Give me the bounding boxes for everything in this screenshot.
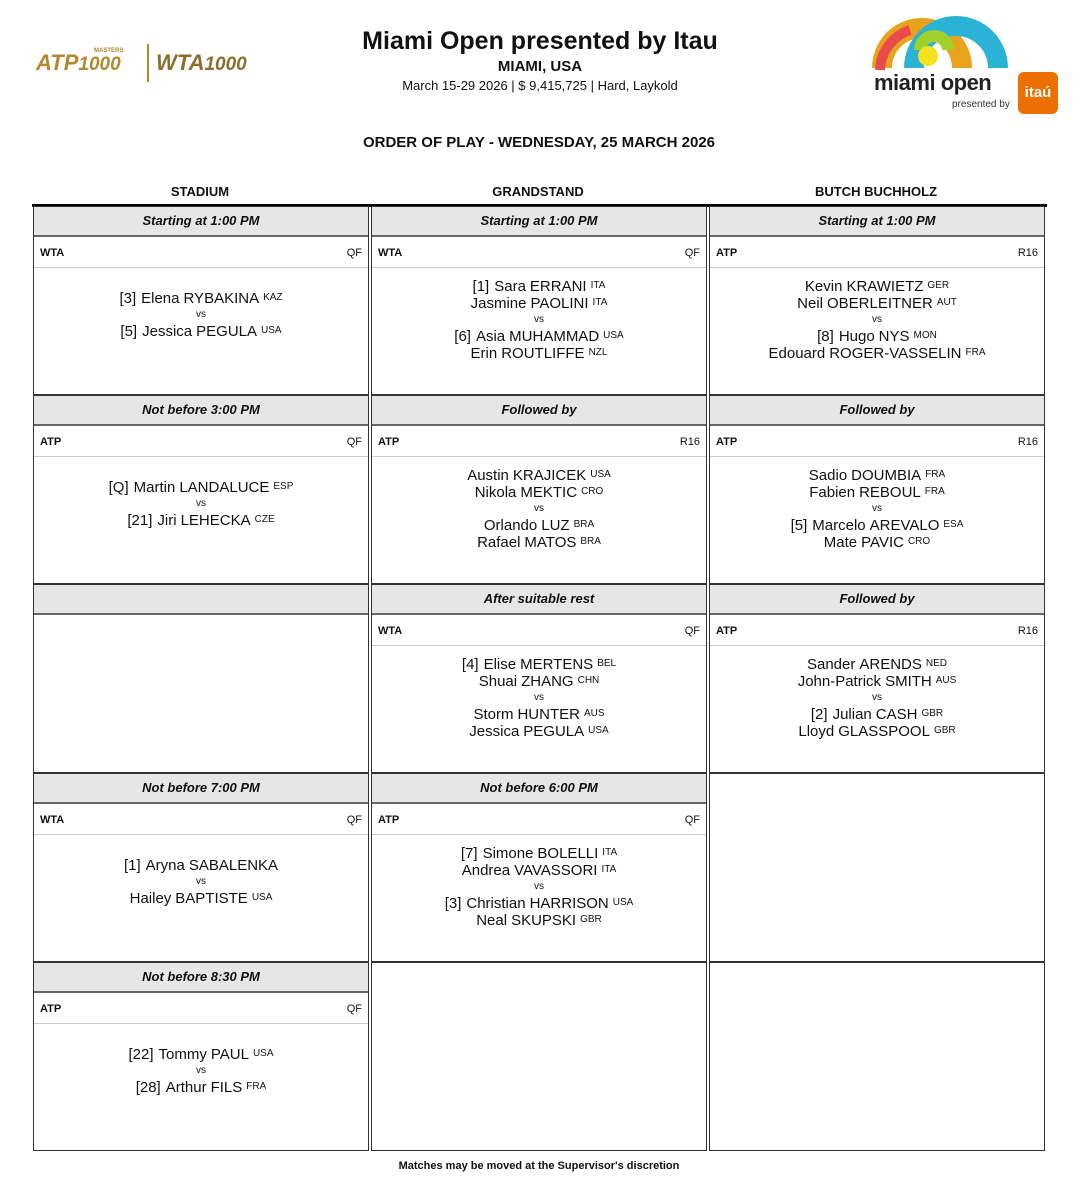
match-cell [709,395,1045,584]
player [710,345,1044,362]
round-label: R16 [1017,247,1038,259]
round-label: QF [684,625,700,637]
match [372,656,706,740]
player-nationality: NED [925,658,947,669]
player-last-name: ROGER-VASSELIN [829,345,962,362]
player-last-name: LANDALUCE [179,479,270,496]
round-label: R16 [679,436,700,448]
player-nationality: AUS [935,675,957,686]
match [710,278,1044,362]
slot-time: Starting at 1:00 PM [710,207,1044,237]
match [372,278,706,362]
player-nationality: ITA [601,864,617,875]
player-seed: [1] [472,278,490,295]
player-last-name: MATOS [524,534,577,551]
player-seed: [5] [790,517,808,534]
player [710,328,1044,345]
player-last-name: MERTENS [520,656,594,673]
player-nationality: ITA [602,847,618,858]
tour-label: WTA [40,814,65,826]
match [710,467,1044,551]
player [34,857,368,874]
player [372,723,706,740]
player-nationality: CRO [581,486,604,497]
match [34,857,368,907]
player-nationality: GER [927,280,950,291]
player-seed: [1] [123,857,141,874]
vs-label: vs [196,309,206,320]
round-label: QF [346,436,362,448]
match-cell [33,584,369,773]
player-nationality: GBR [933,725,956,736]
player-nationality: USA [612,897,634,908]
player-first-name: Lloyd [798,723,835,740]
player-first-name: Austin [467,467,509,484]
player [34,1046,368,1063]
player-first-name: Fabien [809,484,856,501]
player-nationality: BRA [580,536,601,547]
player-last-name: PAUL [210,1046,249,1063]
player [34,890,368,907]
player-last-name: ROUTLIFFE [501,345,585,362]
player-first-name: Jessica [469,723,520,740]
player-first-name: Arthur [165,1079,207,1096]
tour-label: ATP [378,436,400,448]
slot-time: Not before 8:30 PM [34,963,368,993]
slot-time: Not before 6:00 PM [372,774,706,804]
round-label: QF [684,814,700,826]
player-seed: [5] [120,323,138,340]
header [0,0,1080,151]
player-first-name: Orlando [483,517,538,534]
player-nationality: USA [251,892,273,903]
tour-round-row [372,615,706,646]
player [710,278,1044,295]
player-first-name: Asia [475,328,506,345]
player-first-name: Simone [482,845,534,862]
player-last-name: PEGULA [196,323,257,340]
player-first-name: Martin [133,479,176,496]
player [710,484,1044,501]
player-seed: [4] [461,656,479,673]
vs-label: vs [196,498,206,509]
slot-time: Followed by [372,396,706,426]
tour-round-row [372,804,706,835]
slot-time [34,585,368,615]
player-seed: [28] [135,1079,161,1096]
player-nationality: USA [588,725,609,736]
slot-time: Starting at 1:00 PM [34,207,368,237]
vs-label: vs [534,692,544,703]
player-nationality: ESA [943,519,964,530]
player-nationality: CZE [254,514,275,525]
round-label: QF [346,814,362,826]
player-first-name: Sara [494,278,526,295]
court-headers [32,182,1047,207]
footer-note: Matches may be moved at the Supervisor's discretion [398,1160,680,1172]
player [372,895,706,912]
tour-round-row [710,615,1044,646]
match-cell [709,584,1045,773]
player-nationality: FRA [925,469,946,480]
player-seed: [21] [127,512,153,529]
vs-label: vs [872,503,882,514]
player [372,328,706,345]
tour-label: WTA [378,625,403,637]
vs-label: vs [872,314,882,325]
player-last-name: VAVASSORI [514,862,598,879]
match-cell [33,395,369,584]
player-last-name: PAVIC [861,534,904,551]
player-last-name: OBERLEITNER [826,295,933,312]
player-last-name: PEGULA [523,723,585,740]
player-last-name: ERRANI [529,278,587,295]
player-nationality: FRA [965,347,986,358]
player-nationality: CRO [907,536,931,547]
presented-by-text: presented by [952,99,1010,110]
vs-label: vs [534,881,544,892]
slot-time: Followed by [710,396,1044,426]
player-last-name: FILS [210,1079,243,1096]
player [372,467,706,484]
player-nationality: BRA [573,519,595,530]
match-cell [33,962,369,1151]
player-last-name: REBOUL [859,484,921,501]
player-last-name: DOUMBIA [851,467,922,484]
player-nationality: USA [590,469,611,480]
player [372,845,706,862]
player-seed: [6] [454,328,471,345]
player-first-name: Marcelo [812,517,866,534]
player-seed: [22] [128,1046,154,1063]
player-first-name: Christian [466,895,526,912]
player [710,295,1044,312]
player-last-name: PAOLINI [530,295,589,312]
match-cell [33,206,369,395]
player-last-name: HUNTER [517,706,580,723]
match [372,467,706,551]
player [710,706,1044,723]
match-cell [371,962,707,1151]
player-nationality: FRA [246,1081,267,1092]
player [710,723,1044,740]
atp-logo: ATP MASTERS 1000 [36,48,124,75]
player [372,673,706,690]
player-last-name: SABALENKA [188,857,279,874]
player [372,912,706,929]
player [710,656,1044,673]
match [372,845,706,929]
player [34,512,368,529]
player-nationality: KAZ [263,292,283,303]
player [34,323,368,340]
slot-time: After suitable rest [372,585,706,615]
player-first-name: Hugo [838,328,875,345]
player-last-name: AREVALO [869,517,940,534]
player-last-name: GLASSPOOL [838,723,930,740]
player-nationality: USA [261,325,282,336]
player-first-name: Kevin [804,278,843,295]
tour-label: ATP [716,247,738,259]
miami-open-arc-icon [870,10,1010,72]
player-last-name: NYS [878,328,910,345]
miami-open-text: miami open [874,70,992,95]
round-label: QF [684,247,700,259]
player-last-name: MEKTIC [520,484,578,501]
player-first-name: Jessica [142,323,193,340]
match-cell [709,773,1045,962]
tour-label: WTA [40,247,65,259]
player-first-name: Neil [797,295,823,312]
player-first-name: Andrea [461,862,511,879]
player-nationality: AUT [936,297,957,308]
wta-logo: WTA1000 [156,50,247,75]
vs-label: vs [872,692,882,703]
player-first-name: Jasmine [470,295,527,312]
player-last-name: ZHANG [521,673,574,690]
player-nationality: USA [252,1048,274,1059]
match-cell [709,206,1045,395]
player-first-name: John-Patrick [797,673,882,690]
player [372,345,706,362]
location: MIAMI, USA [497,58,583,75]
tour-round-row [34,804,368,835]
player-last-name: SMITH [885,673,932,690]
tour-round-row [372,426,706,457]
match-cell [33,773,369,962]
player-nationality: ESP [273,481,294,492]
match [710,656,1044,740]
tour-label: ATP [40,1003,62,1015]
page-title: Miami Open presented by Itau [362,27,718,55]
player-seed: [7] [460,845,478,862]
vs-label: vs [196,1065,206,1076]
slot-time: Not before 7:00 PM [34,774,368,804]
player-first-name: Neal [476,912,508,929]
match-cell [371,395,707,584]
tour-round-row [34,426,368,457]
player-first-name: Tommy [158,1046,207,1063]
player-first-name: Jiri [157,512,177,529]
player-nationality: MON [913,330,937,341]
court-header-butch-buchholz: BUTCH BUCHHOLZ [814,184,938,199]
match [34,1046,368,1096]
player-nationality: FRA [924,486,945,497]
round-label: R16 [1017,436,1038,448]
match [34,479,368,529]
vs-label: vs [196,876,206,887]
player-nationality: NZL [588,347,608,358]
tour-round-row [34,237,368,268]
tour-label: ATP [40,436,62,448]
player [372,517,706,534]
player-nationality: GBR [921,708,944,719]
player-nationality: ITA [592,297,608,308]
tour-round-row [710,426,1044,457]
match [34,290,368,340]
player-nationality: ITA [590,280,606,291]
tour-label: WTA [378,247,403,259]
round-label: R16 [1017,625,1038,637]
player [710,517,1044,534]
player [34,479,368,496]
slot-time: Followed by [710,585,1044,615]
player-first-name: Erin [470,345,498,362]
player-nationality: GBR [580,914,602,925]
player [372,706,706,723]
player [372,862,706,879]
player-first-name: Mate [823,534,858,551]
tour-round-row [372,237,706,268]
player-last-name: KRAJICEK [512,467,587,484]
miami-open-logo [870,10,1070,120]
player-seed: [2] [810,706,828,723]
player-seed: [3] [444,895,462,912]
player-first-name: Sadio [808,467,848,484]
player [710,534,1044,551]
player-last-name: SKUPSKI [511,912,577,929]
player-nationality: CHN [577,675,600,686]
player-first-name: Rafael [477,534,521,551]
player [34,1079,368,1096]
player [34,290,368,307]
player-last-name: BAPTISTE [175,890,248,907]
player [372,534,706,551]
order-of-play-title: ORDER OF PLAY - WEDNESDAY, 25 MARCH 2026 [362,134,716,151]
vs-label: vs [534,503,544,514]
tour-label: ATP [716,436,738,448]
player-first-name: Aryna [145,857,185,874]
player-first-name: Shuai [478,673,518,690]
player [710,467,1044,484]
player-first-name: Edouard [768,345,826,362]
match-cell [371,206,707,395]
player-first-name: Storm [473,706,514,723]
atp-wta-logo [36,44,252,84]
slot-time: Starting at 1:00 PM [372,207,706,237]
player [372,484,706,501]
tour-label: ATP [716,625,738,637]
tour-label: ATP [378,814,400,826]
tour-round-row [34,993,368,1024]
player-first-name: Hailey [129,890,172,907]
player [372,278,706,295]
player-last-name: MUHAMMAD [509,328,600,345]
player-first-name: Elise [483,656,517,673]
vs-label: vs [534,314,544,325]
match-cell [371,773,707,962]
player [372,295,706,312]
player-nationality: BEL [597,658,617,669]
player-nationality: AUS [583,708,605,719]
player-last-name: RYBAKINA [183,290,260,307]
court-header-grandstand: GRANDSTAND [492,184,584,199]
player-seed: [3] [119,290,137,307]
logo-divider [147,44,149,82]
player-last-name: BOLELLI [537,845,599,862]
player-last-name: KRAWIETZ [846,278,924,295]
player-last-name: LEHECKA [180,512,251,529]
match-cell [371,584,707,773]
player-last-name: CASH [875,706,918,723]
itau-logo: itaú [1018,72,1058,114]
player-seed: [Q] [108,479,129,496]
title-block [290,26,790,93]
player-first-name: Julian [832,706,872,723]
match-cell [709,962,1045,1151]
tournament-meta: March 15-29 2026 | $ 9,415,725 | Hard, Laykold [402,78,678,93]
player-last-name: LUZ [541,517,570,534]
player-last-name: HARRISON [529,895,609,912]
player-seed: [8] [817,328,834,345]
round-label: QF [346,247,362,259]
slot-time: Not before 3:00 PM [34,396,368,426]
player-nationality: USA [603,330,624,341]
player-first-name: Elena [141,290,180,307]
tour-round-row [710,237,1044,268]
player-last-name: ARENDS [859,656,922,673]
player-first-name: Sander [806,656,856,673]
player-first-name: Nikola [474,484,517,501]
court-header-stadium: STADIUM [170,184,230,199]
round-label: QF [346,1003,362,1015]
player [710,673,1044,690]
player [372,656,706,673]
